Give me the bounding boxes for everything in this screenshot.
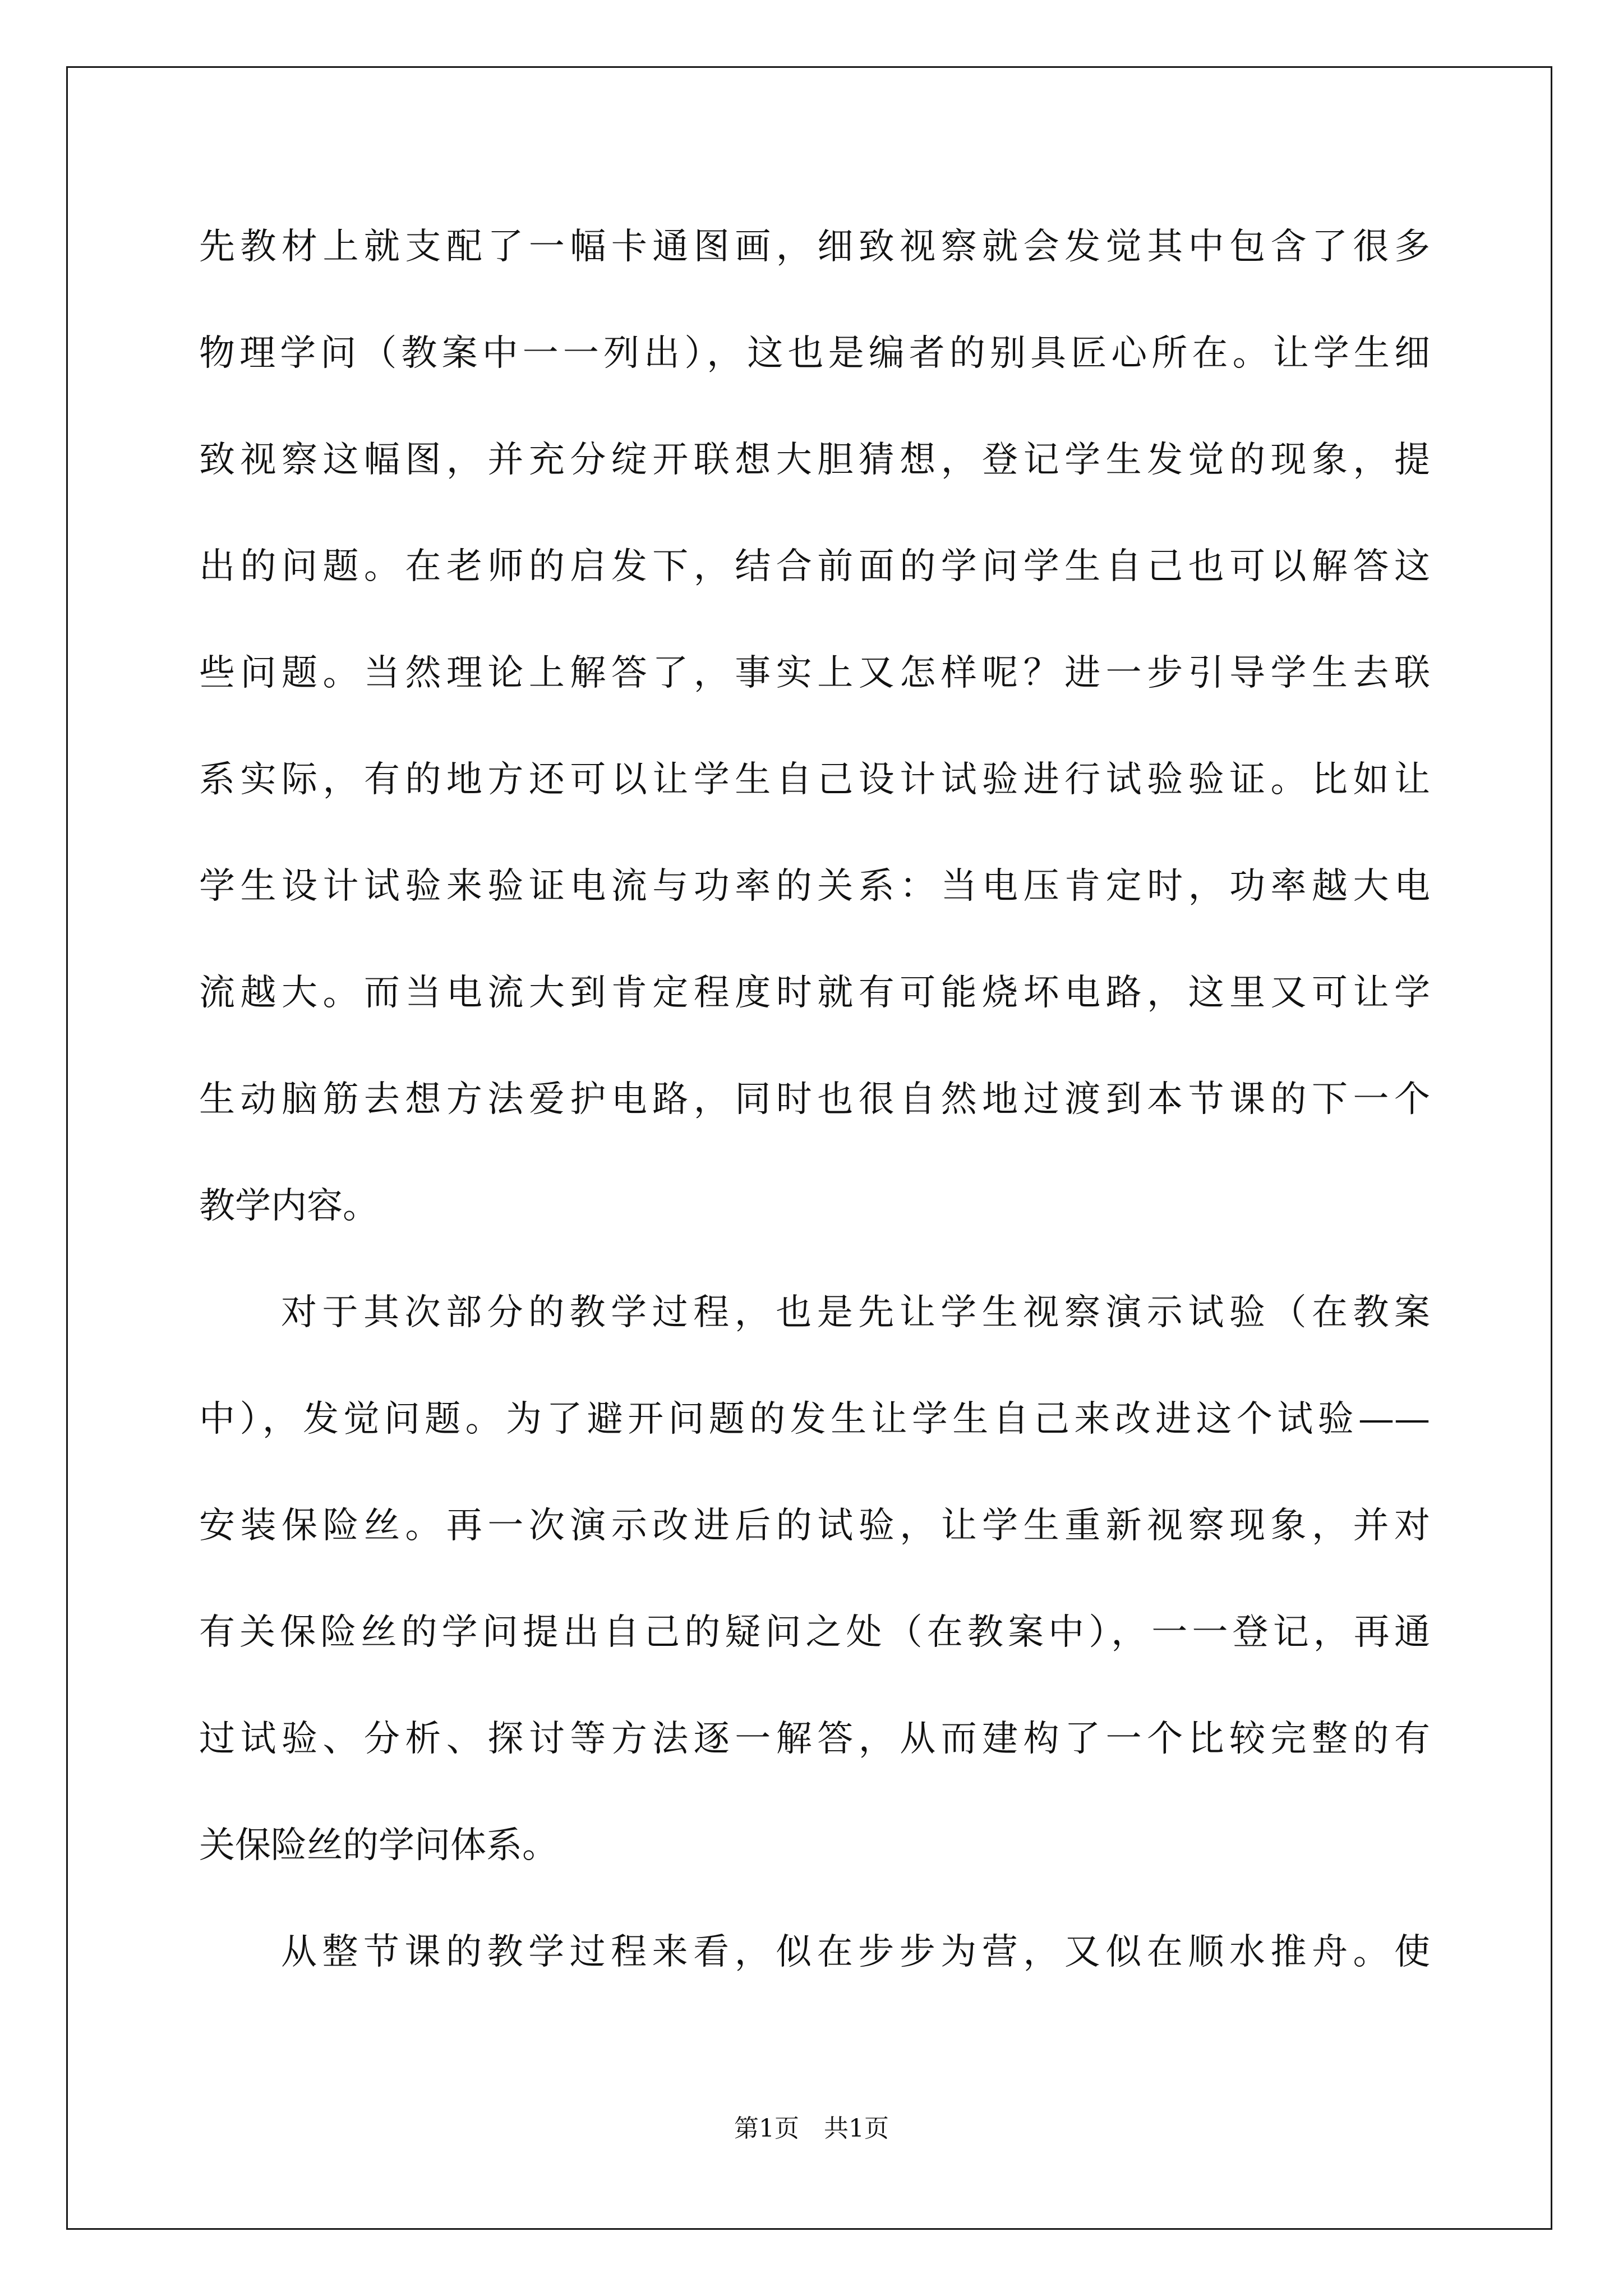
text-line: 致视察这幅图，并充分绽开联想大胆猜想，登记学生发觉的现象，提: [199, 439, 1430, 481]
text-line: 过试验、分析、探讨等方法逐一解答，从而建构了一个比较完整的有: [199, 1718, 1430, 1760]
text-line: 中），发觉问题。为了避开问题的发生让学生自己来改进这个试验——: [199, 1398, 1430, 1440]
text-line: 生动脑筋去想方法爱护电路，同时也很自然地过渡到本节课的下一个: [199, 1079, 1430, 1120]
page-footer: [0, 2108, 1623, 2144]
text-line: 先教材上就支配了一幅卡通图画，细致视察就会发觉其中包含了很多: [199, 226, 1430, 268]
document-body: [199, 194, 1430, 2005]
text-line: 有关保险丝的学问提出自己的疑问之处（在教案中），一一登记，再通: [199, 1612, 1430, 1653]
paragraph-first-line: 对于其次部分的教学过程，也是先让学生视察演示试验（在教案: [281, 1292, 1430, 1333]
text-line: 些问题。当然理论上解答了，事实上又怎样呢？进一步引导学生去联: [199, 652, 1430, 694]
text-line: 系实际，有的地方还可以让学生自己设计试验进行试验验证。比如让: [199, 759, 1430, 800]
page-number: 第1页 共1页: [734, 2114, 889, 2143]
text-line: 物理学问（教案中一一列出），这也是编者的别具匠心所在。让学生细: [199, 333, 1430, 374]
text-line: 安装保险丝。再一次演示改进后的试验，让学生重新视察现象，并对: [199, 1505, 1430, 1547]
text-line: 出的问题。在老师的启发下，结合前面的学问学生自己也可以解答这: [199, 546, 1430, 587]
text-line: 流越大。而当电流大到肯定程度时就有可能烧坏电路，这里又可让学: [199, 972, 1430, 1014]
text-line: 学生设计试验来验证电流与功率的关系：当电压肯定时，功率越大电: [199, 866, 1430, 907]
text-line: 关保险丝的学问体系。: [199, 1825, 558, 1866]
text-line: 教学内容。: [199, 1185, 379, 1227]
paragraph-first-line: 从整节课的教学过程来看，似在步步为营，又似在顺水推舟。使: [281, 1931, 1430, 1973]
